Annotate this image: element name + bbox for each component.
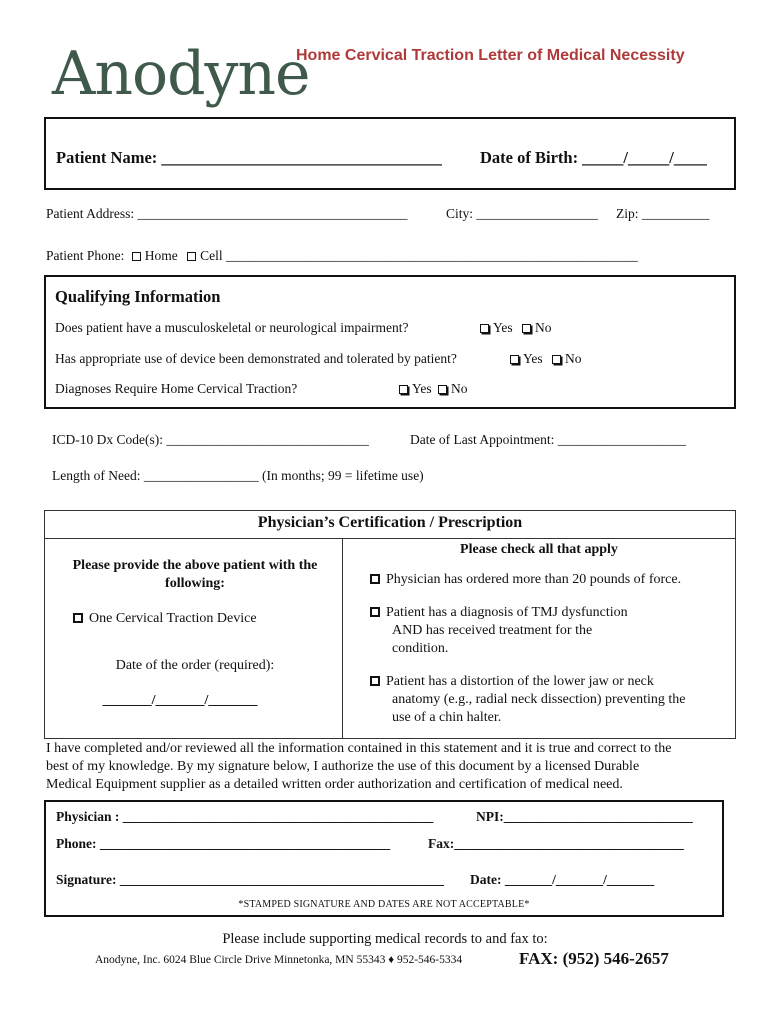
certification-statement (46, 740, 672, 794)
statement-line1: I have completed and/or reviewed all the information contained in this statement and it is true and correct to the (46, 741, 672, 756)
right-column-heading: Please check all that apply (460, 542, 618, 557)
impairment-no-checkbox[interactable] (522, 324, 531, 333)
npi-field[interactable]: NPI:____________________________ (476, 809, 693, 824)
tmj-checkbox[interactable] (370, 607, 380, 617)
diagnoses-yes-checkbox[interactable] (399, 385, 408, 394)
physician-fax-field[interactable]: Fax:__________________________________ (428, 836, 684, 851)
anodyne-logo: Anodyne (52, 39, 310, 109)
force-checkbox[interactable] (370, 574, 380, 584)
tmj-label-line2: AND has received treatment for the (392, 623, 593, 638)
no-label: No (565, 351, 582, 366)
option-tmj (370, 604, 628, 658)
cervical-traction-device-checkbox[interactable] (73, 613, 83, 623)
cell-phone-checkbox[interactable] (187, 252, 196, 261)
left-column-heading (48, 557, 342, 593)
certification-column-divider (342, 538, 343, 739)
tmj-label-line1: Patient has a diagnosis of TMJ dysfunction (386, 605, 628, 620)
footer-fax: FAX: (952) 546-2657 (519, 949, 669, 968)
option-force (370, 571, 681, 589)
device-label: One Cervical Traction Device (89, 611, 257, 626)
question-device-demonstrated: Has appropriate use of device been demonstrated and tolerated by patient? (55, 351, 457, 366)
page-title: Home Cervical Traction Letter of Medical Necessity (296, 47, 685, 64)
demonstrated-no-checkbox[interactable] (552, 355, 561, 364)
certification-heading-divider (44, 538, 736, 539)
option-jaw-distortion (370, 673, 686, 727)
home-phone-checkbox[interactable] (132, 252, 141, 261)
order-date-label: Date of the order (required): (115, 658, 275, 673)
question-diagnoses-options (399, 381, 468, 397)
physician-field[interactable]: Physician : ______________________________________________ (56, 809, 434, 824)
device-option (73, 610, 257, 628)
icd-code-field[interactable]: ICD-10 Dx Code(s): ______________________________ (52, 432, 369, 447)
stamp-note: *STAMPED SIGNATURE AND DATES ARE NOT ACCEPTABLE* (238, 899, 530, 910)
yes-label: Yes (412, 381, 432, 396)
question-impairment-options (480, 320, 552, 336)
demonstrated-yes-checkbox[interactable] (510, 355, 519, 364)
yes-label: Yes (493, 320, 513, 335)
patient-address-field[interactable]: Patient Address: ________________________________________ (46, 206, 408, 221)
tmj-label-line3: condition. (392, 641, 449, 656)
last-appointment-field[interactable]: Date of Last Appointment: ___________________ (410, 432, 686, 447)
order-date-field[interactable]: _______/_______/_______ (102, 693, 258, 708)
patient-name-field[interactable]: Patient Name: __________________________________ (56, 148, 442, 167)
date-of-birth-field[interactable]: Date of Birth: _____/_____/____ (480, 148, 707, 167)
patient-phone-row (46, 248, 638, 264)
no-label: No (535, 320, 552, 335)
certification-heading: Physician’s Certification / Prescription (257, 514, 523, 531)
jaw-label-line2: anatomy (e.g., radial neck dissection) preventing the (392, 692, 686, 707)
cell-field[interactable]: Cell _____________________________________________________________ (200, 248, 638, 263)
jaw-label-line1: Patient has a distortion of the lower jaw or neck (386, 674, 654, 689)
patient-phone-label: Patient Phone: (46, 248, 125, 263)
jaw-distortion-checkbox[interactable] (370, 676, 380, 686)
question-impairment: Does patient have a musculoskeletal or neurological impairment? (55, 320, 409, 335)
force-label: Physician has ordered more than 20 pounds of force. (386, 572, 682, 587)
physician-phone-field[interactable]: Phone: ___________________________________________ (56, 836, 391, 851)
impairment-yes-checkbox[interactable] (480, 324, 489, 333)
no-label: No (451, 381, 468, 396)
diagnoses-no-checkbox[interactable] (438, 385, 447, 394)
home-label: Home (144, 248, 178, 263)
jaw-label-line3: use of a chin halter. (392, 710, 502, 725)
city-field[interactable]: City: __________________ (446, 206, 598, 221)
zip-field[interactable]: Zip: __________ (616, 206, 710, 221)
signature-date-field[interactable]: Date: _______/_______/_______ (470, 872, 655, 887)
statement-line3: Medical Equipment supplier as a detailed written order authorization and certification of medical need. (46, 777, 623, 792)
footer-instruction: Please include supporting medical records to and fax to: (222, 931, 548, 947)
yes-label: Yes (523, 351, 543, 366)
left-heading-line1: Please provide the above patient with the (72, 558, 318, 573)
footer-address: Anodyne, Inc. 6024 Blue Circle Drive Minnetonka, MN 55343 ♦ 952-546-5334 (95, 954, 463, 966)
signature-field[interactable]: Signature: ________________________________________________ (56, 872, 444, 887)
question-device-options (510, 351, 582, 367)
length-of-need-field[interactable]: Length of Need: _________________ (In months; 99 = lifetime use) (52, 468, 424, 483)
left-heading-line2: following: (165, 576, 225, 591)
question-diagnoses: Diagnoses Require Home Cervical Traction? (55, 381, 298, 396)
qualifying-heading: Qualifying Information (55, 287, 221, 306)
statement-line2: best of my knowledge. By my signature below, I authorize the use of this document by a licensed Durable (46, 759, 640, 774)
